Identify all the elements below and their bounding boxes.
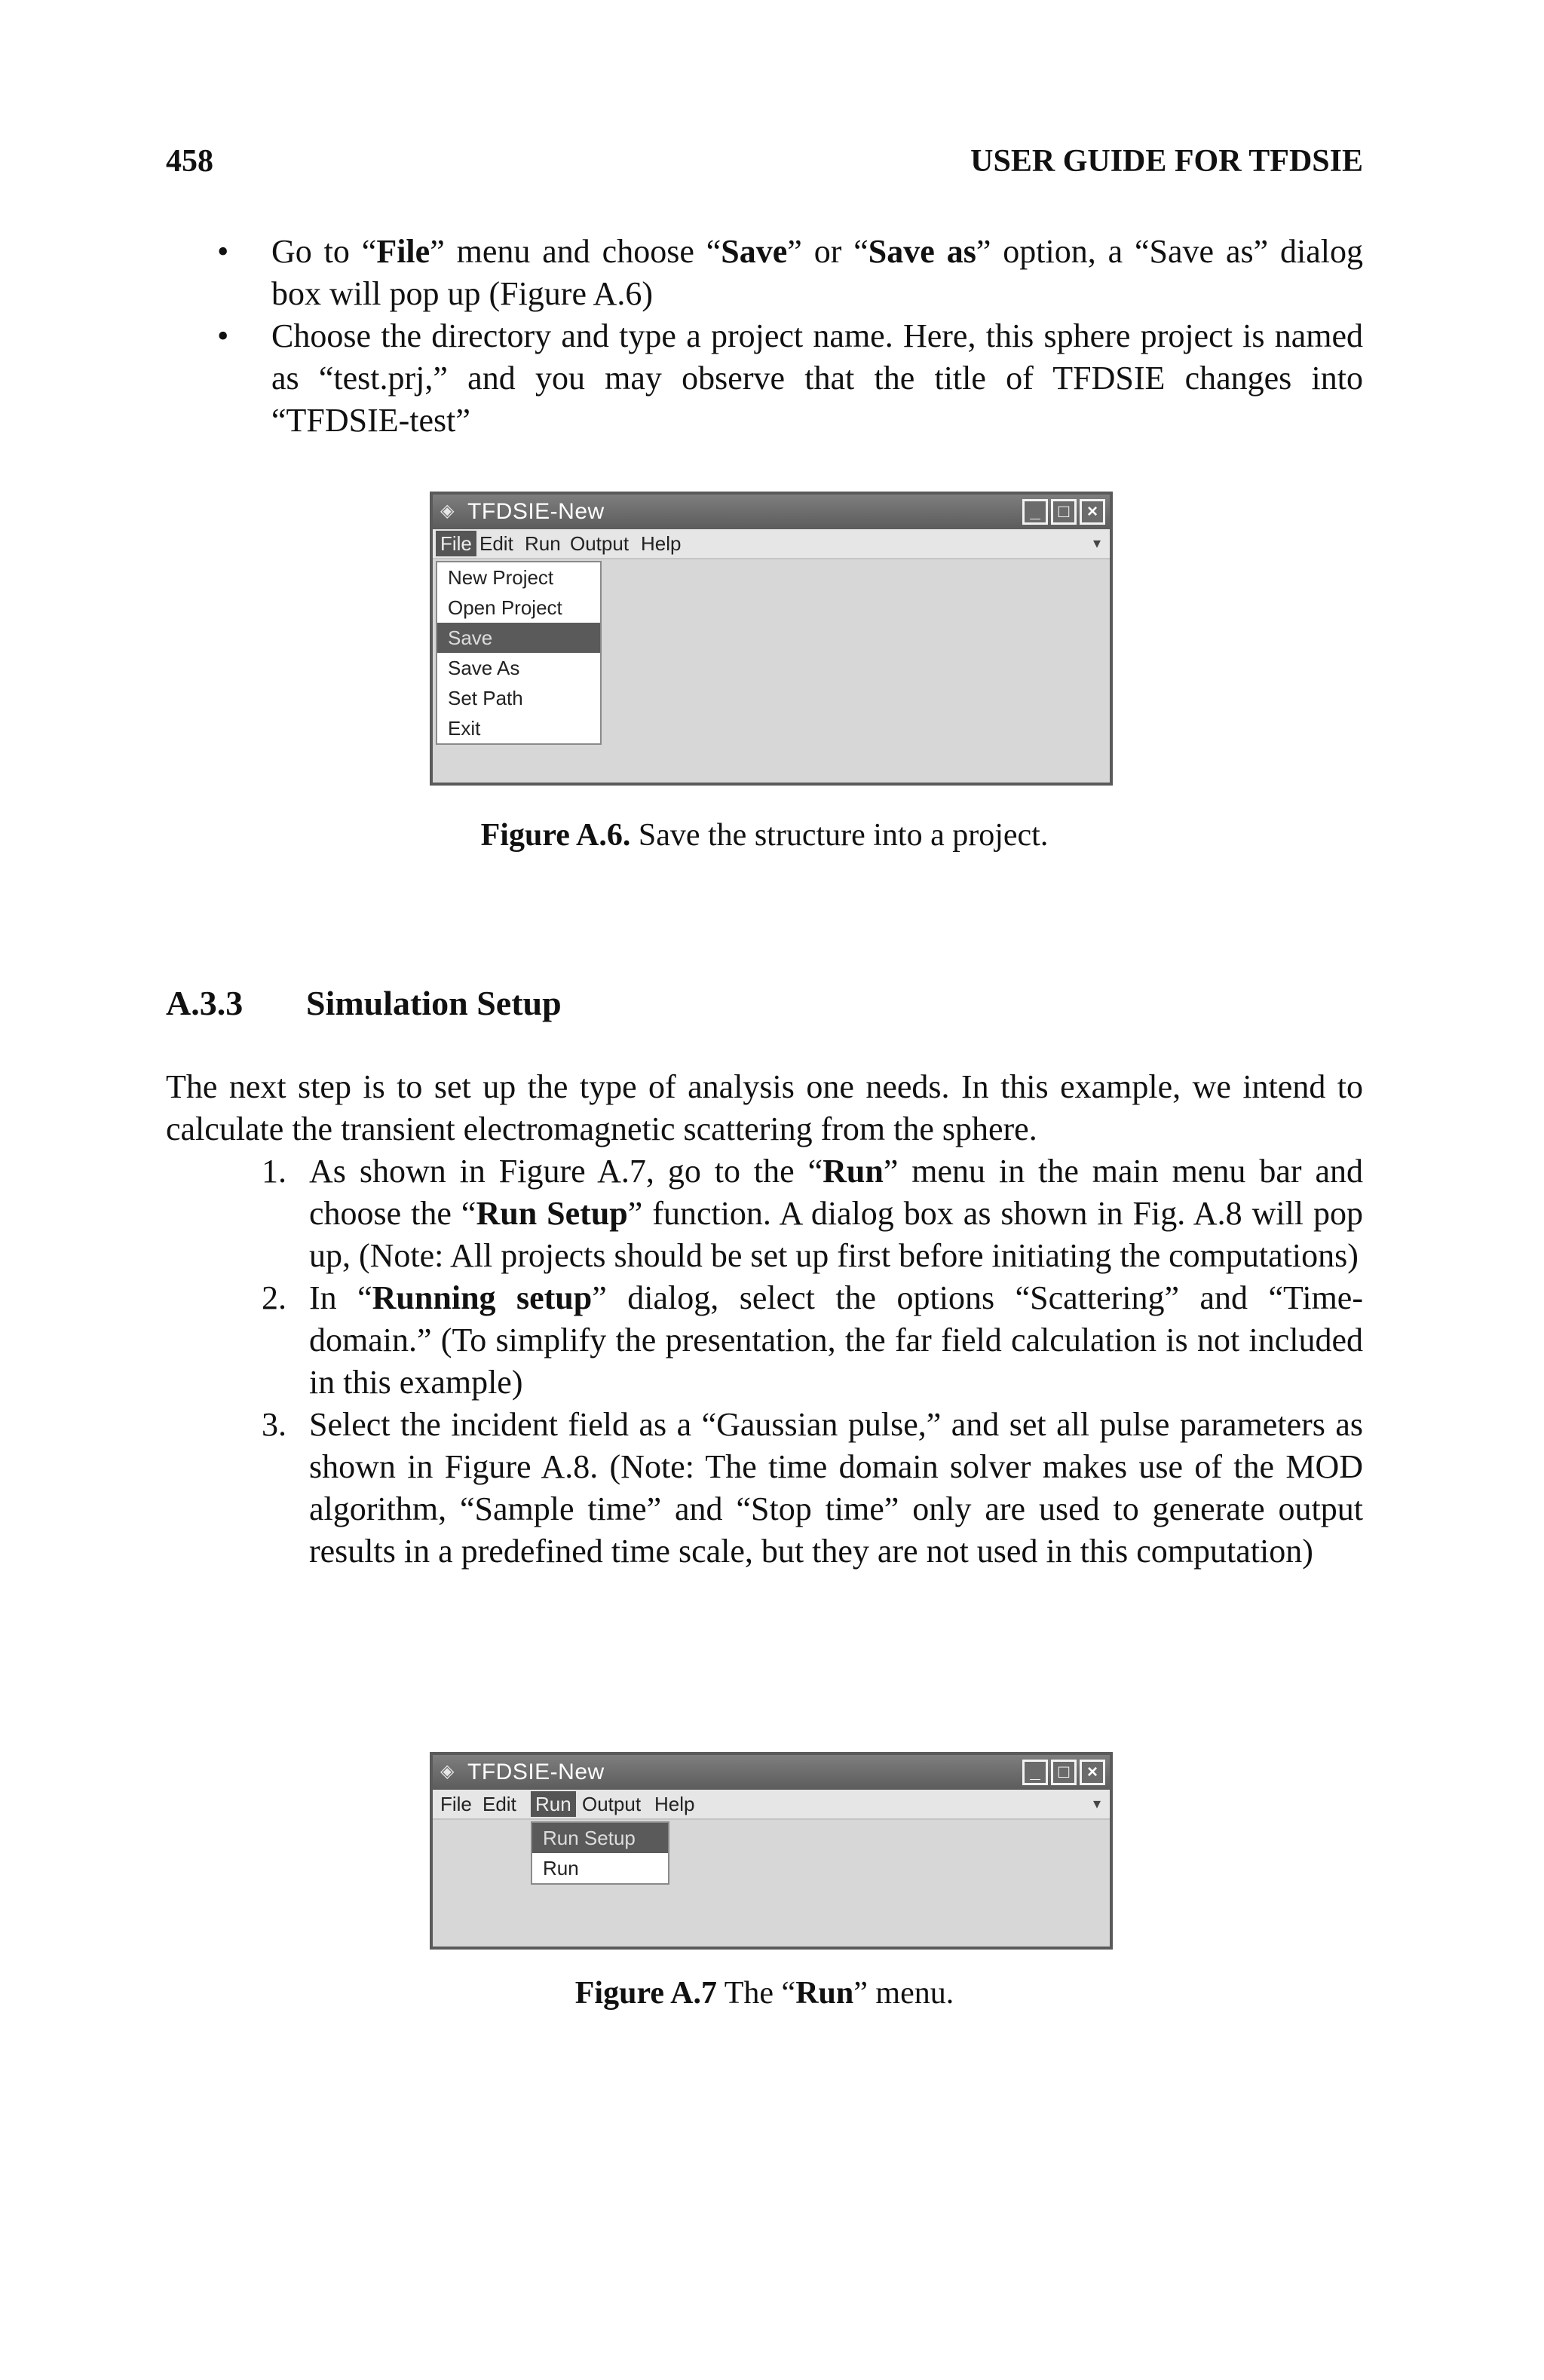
minimize-button[interactable]: _ <box>1022 1760 1048 1785</box>
menu-run[interactable]: Run <box>531 1791 576 1817</box>
menu-item-exit[interactable]: Exit <box>448 717 481 740</box>
caption-label: Figure A.7 <box>574 1976 717 2011</box>
step-bold: Run <box>823 1153 884 1190</box>
menu-edit[interactable]: Edit <box>479 532 513 555</box>
page-number: 458 <box>166 144 213 179</box>
step-number: 3. <box>262 1406 286 1443</box>
bullet-text: Go to “ <box>271 233 377 270</box>
bullet-item-save <box>217 231 1364 315</box>
window-controls <box>1022 1760 1105 1785</box>
menu-output[interactable]: Output <box>582 1793 642 1815</box>
step-text: Select the incident field as a “Gaussian pulse,” and set all pulse parameters as shown in Figure A.8. (Note: The time domain solver makes use of the MOD algorithm, “Sample time” and “Stop time” only are used to generate output results in a predefined time scale, but they are not used in this computation) <box>309 1406 1363 1570</box>
step-number: 2. <box>262 1279 286 1316</box>
step-item <box>262 1404 1363 1573</box>
menu-bar <box>433 1790 1110 1820</box>
menu-file[interactable]: File <box>436 531 476 556</box>
step-item <box>262 1277 1363 1404</box>
bullet-text: ” or “ <box>787 233 868 270</box>
bullet-text: ” option, a “Save as” dialog box will pop up (Figure A.6) <box>271 233 1364 312</box>
chevron-down-icon[interactable]: ▾ <box>1092 1796 1101 1812</box>
step-bold: Running setup <box>372 1279 593 1316</box>
step-number: 1. <box>262 1153 286 1190</box>
menu-item-new-project[interactable]: New Project <box>448 566 554 589</box>
step-text: ” menu in the main menu bar and choose the “ <box>309 1153 1363 1232</box>
chevron-down-icon[interactable]: ▾ <box>1092 535 1101 552</box>
bullet-marker: • <box>217 233 229 270</box>
section-heading <box>166 983 1363 1028</box>
app-icon: ◈ <box>440 1761 455 1781</box>
maximize-button[interactable]: □ <box>1051 499 1077 525</box>
figure-a6-caption <box>166 817 1363 853</box>
menu-item-open-project[interactable]: Open Project <box>448 596 562 619</box>
figure-a6-window <box>430 492 1113 786</box>
step-text: In “ <box>309 1279 372 1316</box>
bullet-bold: File <box>376 233 430 270</box>
bullet-text: ” menu and choose “ <box>430 233 721 270</box>
menu-output[interactable]: Output <box>570 532 630 555</box>
numbered-steps <box>262 1150 1364 1573</box>
menu-item-save[interactable]: Save <box>437 623 600 653</box>
caption-label: Figure A.6. <box>480 818 631 853</box>
step-text: ” dialog, select the options “Scattering” and “Time-domain.” (To simplify the presentation, the far field calculation is not included in this example) <box>309 1279 1363 1401</box>
menu-help[interactable]: Help <box>654 1793 695 1815</box>
step-item <box>262 1150 1364 1277</box>
bullet-marker: • <box>217 317 229 354</box>
figure-a7-window <box>430 1752 1113 1950</box>
intro-paragraph <box>166 1066 1363 1150</box>
caption-bold: Run <box>795 1976 854 2011</box>
menu-item-save-as[interactable]: Save As <box>448 657 520 679</box>
window-title: TFDSIE-New <box>467 499 605 524</box>
intro-text: The next step is to set up the type of analysis one needs. In this example, we intend to calculate the transient electromagnetic scattering from the sphere. <box>166 1068 1363 1147</box>
step-text: As shown in Figure A.7, go to the “ <box>309 1153 823 1190</box>
bullet-bold: Save <box>721 233 788 270</box>
menu-edit[interactable]: Edit <box>482 1793 516 1815</box>
step-text: ” function. A dialog box as shown in Fig. A.8 will pop up, (Note: All projects should be set up first before initiating the computations) <box>309 1195 1364 1274</box>
window-controls <box>1022 499 1105 525</box>
menu-item-run-setup[interactable]: Run Setup <box>532 1823 668 1853</box>
menu-bar <box>433 529 1110 559</box>
minimize-button[interactable]: _ <box>1022 499 1048 525</box>
running-head <box>166 143 1363 188</box>
running-head-title: USER GUIDE FOR TFDSIE <box>970 144 1363 179</box>
figure-a7-caption <box>166 1975 1363 2011</box>
title-bar <box>433 1755 1110 1790</box>
maximize-button[interactable]: □ <box>1051 1760 1077 1785</box>
section-title: Simulation Setup <box>306 984 562 1022</box>
close-button[interactable]: × <box>1080 1760 1105 1785</box>
bullet-item-directory <box>217 315 1363 442</box>
bullet-text: Choose the directory and type a project name. Here, this sphere project is named as “test.prj,” and you may observe that the title of TFDSIE changes into “TFDSIE-test” <box>271 317 1363 439</box>
window-title: TFDSIE-New <box>467 1760 605 1784</box>
menu-item-run[interactable]: Run <box>543 1857 579 1879</box>
menu-help[interactable]: Help <box>641 532 682 555</box>
title-bar <box>433 495 1110 529</box>
app-icon: ◈ <box>440 501 455 521</box>
menu-item-set-path[interactable]: Set Path <box>448 687 523 709</box>
bullet-bold: Save as <box>868 233 976 270</box>
file-dropdown <box>436 561 602 745</box>
caption-text: The “ <box>724 1976 796 2011</box>
caption-text: ” menu. <box>853 1976 954 2011</box>
step-bold: Run Setup <box>476 1195 628 1232</box>
caption-text: Save the structure into a project. <box>638 818 1049 853</box>
bullet-list <box>217 231 1364 442</box>
menu-file[interactable]: File <box>440 1793 472 1815</box>
run-dropdown <box>531 1821 669 1885</box>
menu-run[interactable]: Run <box>525 532 561 555</box>
section-number: A.3.3 <box>166 984 244 1022</box>
close-button[interactable]: × <box>1080 499 1105 525</box>
